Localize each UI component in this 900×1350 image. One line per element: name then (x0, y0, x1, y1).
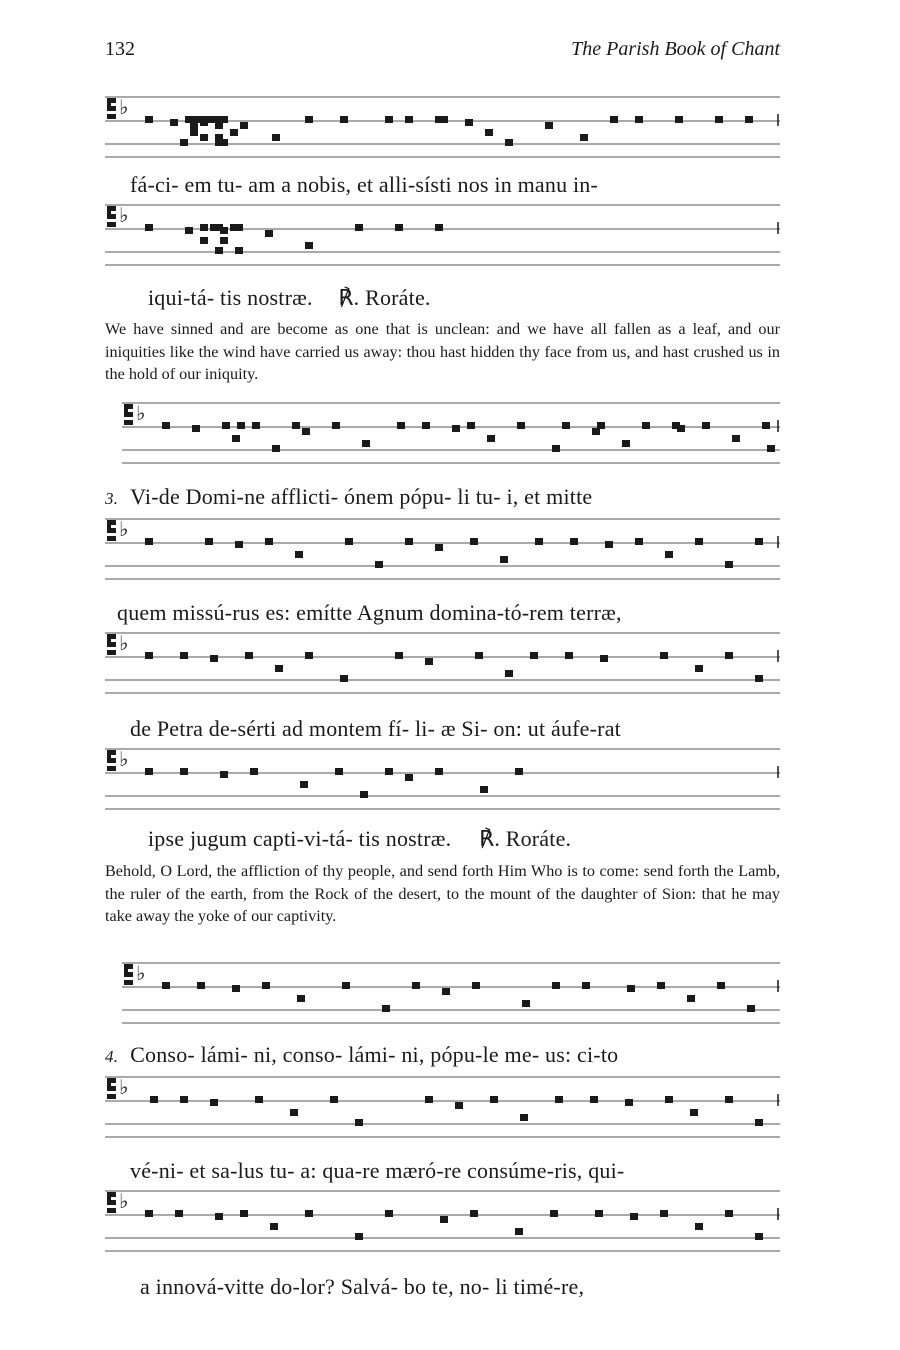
neume-icon (405, 116, 413, 123)
neume-icon (500, 556, 508, 563)
response-text: . Roráte. (353, 285, 431, 310)
page-number: 132 (105, 38, 135, 60)
neume-icon (747, 1005, 755, 1012)
neume-icon (297, 995, 305, 1002)
neume-icon (550, 1210, 558, 1217)
neume-icon (162, 422, 170, 429)
clef-icon (107, 520, 116, 541)
neume-icon (305, 652, 313, 659)
neume-icon (592, 428, 600, 435)
neume-icon (717, 982, 725, 989)
neume-icon (480, 786, 488, 793)
neume-icon (385, 116, 393, 123)
neume-icon (405, 538, 413, 545)
neume-icon (355, 224, 363, 231)
neume-icon (340, 116, 348, 123)
neume-icon (570, 538, 578, 545)
neume-icon (215, 134, 223, 141)
lyric-text: iqui-tá- tis nostræ. (148, 285, 313, 310)
lyric-line-2 (148, 285, 431, 311)
neume-icon (252, 422, 260, 429)
chant-staff-5 (105, 628, 780, 698)
neume-icon (235, 224, 243, 231)
neume-icon (215, 122, 223, 129)
neume-icon (467, 422, 475, 429)
lyric-line-3 (105, 484, 592, 510)
response-text: . Roráte. (494, 826, 572, 851)
neume-icon (240, 1210, 248, 1217)
neume-icon (272, 445, 280, 452)
neume-icon (355, 1233, 363, 1240)
lyric-line-1: fá-ci- em tu- am a nobis, et alli-sísti nos in manu in- (130, 172, 599, 197)
neume-icon (695, 538, 703, 545)
neume-icon (485, 129, 493, 136)
neume-icon (405, 774, 413, 781)
neume-icon (597, 422, 605, 429)
neume-icon (145, 538, 153, 545)
neume-icon (265, 538, 273, 545)
neume-icon (552, 982, 560, 989)
verse-number: 3. (105, 489, 119, 508)
neume-icon (220, 237, 228, 244)
clef-icon (107, 634, 116, 655)
neume-icon (292, 422, 300, 429)
neume-icon (335, 768, 343, 775)
neume-icon (265, 230, 273, 237)
neume-icon (412, 982, 420, 989)
neume-icon (200, 134, 208, 141)
neume-icon (255, 1096, 263, 1103)
neume-icon (355, 1119, 363, 1126)
flat-icon: ♭ (119, 1077, 129, 1099)
neume-icon (305, 1210, 313, 1217)
neume-icon (270, 1223, 278, 1230)
clef-icon (107, 98, 116, 119)
clef-icon (124, 404, 133, 425)
neume-icon (145, 768, 153, 775)
neume-icon (425, 658, 433, 665)
neume-icon (375, 561, 383, 568)
neume-icon (565, 652, 573, 659)
neume-icon (302, 428, 310, 435)
neume-icon (745, 116, 753, 123)
flat-icon: ♭ (119, 97, 129, 119)
neume-icon (145, 224, 153, 231)
neume-icon (235, 541, 243, 548)
neume-icon (215, 1213, 223, 1220)
neume-icon (535, 538, 543, 545)
chant-staff-9 (105, 1186, 780, 1256)
neume-icon (170, 119, 178, 126)
neume-icon (240, 122, 248, 129)
neume-icon (545, 122, 553, 129)
neume-icon (210, 224, 218, 231)
neume-icon (385, 768, 393, 775)
neume-icon (522, 1000, 530, 1007)
neume-icon (360, 791, 368, 798)
neume-icon (197, 982, 205, 989)
neume-icon (397, 422, 405, 429)
neume-icon (185, 116, 193, 123)
neume-icon (262, 982, 270, 989)
lyric-line-4: quem missú-rus es: emítte Agnum domina-tó-rem terræ, (117, 600, 622, 625)
neume-icon (215, 247, 223, 254)
neume-icon (305, 116, 313, 123)
neume-icon (610, 116, 618, 123)
page-header (105, 38, 780, 68)
flat-icon: ♭ (119, 519, 129, 541)
lyric-line-8: vé-ni- et sa-lus tu- a: qua-re mæró-re consúme-ris, qui- (130, 1158, 625, 1183)
lyric-text: ipse jugum capti-vi-tá- tis nostræ. (148, 826, 452, 851)
neume-icon (200, 116, 208, 123)
neume-icon (235, 247, 243, 254)
neume-icon (475, 652, 483, 659)
neume-icon (520, 1114, 528, 1121)
neume-icon (690, 1109, 698, 1116)
neume-icon (755, 1233, 763, 1240)
chant-staff-4 (105, 514, 780, 584)
neume-icon (755, 1119, 763, 1126)
neume-icon (555, 1096, 563, 1103)
neume-icon (190, 122, 198, 129)
neume-icon (340, 675, 348, 682)
neume-icon (767, 445, 775, 452)
flat-icon: ♭ (136, 963, 146, 985)
neume-icon (665, 551, 673, 558)
neume-icon (622, 440, 630, 447)
neume-icon (630, 1213, 638, 1220)
flat-icon: ♭ (119, 205, 129, 227)
neume-icon (605, 541, 613, 548)
neume-icon (385, 1210, 393, 1217)
neume-icon (175, 1210, 183, 1217)
neume-icon (210, 1099, 218, 1106)
neume-icon (425, 1096, 433, 1103)
flat-icon: ♭ (119, 1191, 129, 1213)
neume-icon (305, 242, 313, 249)
neume-icon (275, 665, 283, 672)
neume-icon (362, 440, 370, 447)
neume-icon (517, 422, 525, 429)
response-symbol-icon: ℟ (479, 826, 495, 851)
neume-icon (232, 435, 240, 442)
neume-icon (660, 652, 668, 659)
neume-icon (552, 445, 560, 452)
neume-icon (627, 985, 635, 992)
neume-icon (245, 652, 253, 659)
chant-staff-1 (105, 92, 780, 162)
response-symbol-icon: ℟ (338, 285, 354, 310)
neume-icon (200, 237, 208, 244)
neume-icon (695, 1223, 703, 1230)
neume-icon (185, 227, 193, 234)
neume-icon (472, 982, 480, 989)
neume-icon (190, 129, 198, 136)
neume-icon (232, 985, 240, 992)
neume-icon (465, 119, 473, 126)
chant-staff-8 (105, 1072, 780, 1142)
neume-icon (635, 116, 643, 123)
neume-icon (590, 1096, 598, 1103)
clef-icon (107, 206, 116, 227)
neume-icon (725, 652, 733, 659)
neume-icon (665, 1096, 673, 1103)
lyric-line-5: de Petra de-sérti ad montem fí- li- æ Si- on: ut áufe-rat (130, 716, 621, 741)
neume-icon (755, 675, 763, 682)
neume-icon (215, 116, 223, 123)
neume-icon (642, 422, 650, 429)
neume-icon (205, 538, 213, 545)
neume-icon (530, 652, 538, 659)
flat-icon: ♭ (119, 749, 129, 771)
chant-staff-3 (122, 398, 780, 468)
neume-icon (702, 422, 710, 429)
neume-icon (600, 655, 608, 662)
neume-icon (635, 538, 643, 545)
translation-paragraph-2: Behold, O Lord, the affliction of thy people, and send forth Him Who is to come: send forth the Lamb, the ruler of the earth, from the Rock of the desert, to the mount of the daughter of Sion: that he may take away the yoke of our captivity. (105, 862, 780, 925)
neume-icon (582, 982, 590, 989)
flat-icon: ♭ (136, 403, 146, 425)
running-title: The Parish Book of Chant (571, 38, 780, 60)
neume-icon (505, 139, 513, 146)
neume-icon (440, 1216, 448, 1223)
neume-icon (725, 1210, 733, 1217)
neume-icon (345, 538, 353, 545)
neume-icon (237, 422, 245, 429)
neume-icon (687, 995, 695, 1002)
neume-icon (442, 988, 450, 995)
chant-staff-6 (105, 744, 780, 814)
neume-icon (440, 116, 448, 123)
chant-staff-2 (105, 200, 780, 270)
neume-icon (677, 425, 685, 432)
neume-icon (435, 768, 443, 775)
neume-icon (762, 422, 770, 429)
neume-icon (435, 224, 443, 231)
neume-icon (675, 116, 683, 123)
neume-icon (220, 771, 228, 778)
neume-icon (162, 982, 170, 989)
neume-icon (332, 422, 340, 429)
lyric-text: Vi-de Domi-ne afflicti- ónem pópu- li tu- i, et mitte (130, 484, 593, 509)
neume-icon (625, 1099, 633, 1106)
neume-icon (695, 665, 703, 672)
chant-staff-7 (122, 958, 780, 1028)
flat-icon: ♭ (119, 633, 129, 655)
neume-icon (715, 116, 723, 123)
neume-icon (295, 551, 303, 558)
neume-icon (250, 768, 258, 775)
neume-icon (755, 538, 763, 545)
neume-icon (490, 1096, 498, 1103)
clef-icon (107, 1078, 116, 1099)
neume-icon (395, 224, 403, 231)
neume-icon (230, 129, 238, 136)
neume-icon (725, 1096, 733, 1103)
lyric-text: Conso- lámi- ni, conso- lámi- ni, pópu-le me- us: ci-to (130, 1042, 619, 1067)
neume-icon (290, 1109, 298, 1116)
translation-paragraph-1: We have sinned and are become as one that is unclean: and we have all fallen as a leaf, and our iniquities like the wind have carried us away: thou hast hidden thy face from us, and hast crushed us in the hold of our iniquity. (105, 320, 780, 383)
neume-icon (435, 544, 443, 551)
neume-icon (145, 1210, 153, 1217)
neume-icon (222, 422, 230, 429)
neume-icon (422, 422, 430, 429)
neume-icon (470, 1210, 478, 1217)
neume-icon (470, 538, 478, 545)
lyric-line-9: a innová-vitte do-lor? Salvá- bo te, no- li timé-re, (140, 1274, 585, 1299)
clef-icon (124, 964, 133, 985)
neume-icon (200, 224, 208, 231)
neume-icon (395, 652, 403, 659)
neume-icon (330, 1096, 338, 1103)
neume-icon (580, 134, 588, 141)
neume-icon (342, 982, 350, 989)
neume-icon (562, 422, 570, 429)
neume-icon (725, 561, 733, 568)
neume-icon (660, 1210, 668, 1217)
neume-icon (732, 435, 740, 442)
neume-icon (180, 1096, 188, 1103)
neume-icon (657, 982, 665, 989)
verse-number: 4. (105, 1047, 119, 1066)
neume-icon (515, 1228, 523, 1235)
clef-icon (107, 1192, 116, 1213)
neume-icon (455, 1102, 463, 1109)
neume-icon (180, 768, 188, 775)
neume-icon (145, 652, 153, 659)
neume-icon (487, 435, 495, 442)
neume-icon (145, 116, 153, 123)
neume-icon (595, 1210, 603, 1217)
neume-icon (515, 768, 523, 775)
neume-icon (452, 425, 460, 432)
neume-icon (210, 655, 218, 662)
neume-icon (180, 652, 188, 659)
neume-icon (272, 134, 280, 141)
neume-icon (220, 227, 228, 234)
neume-icon (180, 139, 188, 146)
lyric-line-7 (105, 1042, 618, 1068)
neume-icon (505, 670, 513, 677)
clef-icon (107, 750, 116, 771)
neume-icon (382, 1005, 390, 1012)
neume-icon (300, 781, 308, 788)
neume-icon (150, 1096, 158, 1103)
neume-icon (192, 425, 200, 432)
lyric-line-6 (148, 826, 571, 852)
